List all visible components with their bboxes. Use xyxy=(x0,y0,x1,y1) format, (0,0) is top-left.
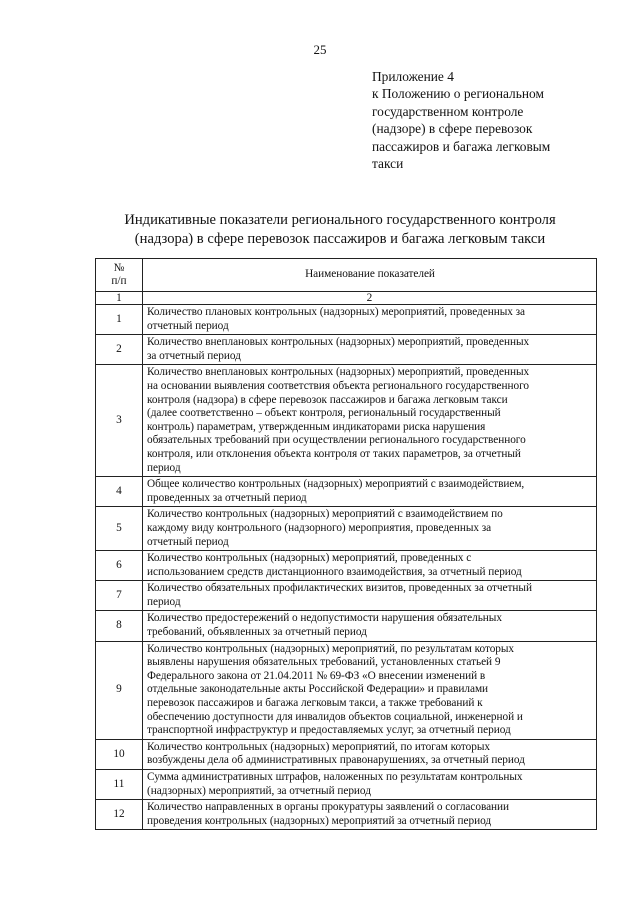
row-indicator-cell xyxy=(143,770,597,800)
index-name-cell: 2 xyxy=(143,292,597,305)
table-row xyxy=(96,611,597,641)
indicator-text-line: использованием средств дистанционного взаимодействия, за отчетный период xyxy=(147,565,522,578)
row-indicator-cell xyxy=(143,477,597,507)
indicator-text-line: за отчетный период xyxy=(147,349,241,362)
indicator-text-line: Количество контрольных (надзорных) мероприятий, по итогам которых xyxy=(147,740,490,753)
indicator-text-line: Количество контрольных (надзорных) мероприятий с взаимодействием по xyxy=(147,508,503,521)
indicator-text-line: выявлены нарушения обязательных требований, установленных статьей 9 xyxy=(147,656,501,669)
row-indicator-cell xyxy=(143,641,597,739)
table-row xyxy=(96,581,597,611)
appendix-line: к Положению о региональном xyxy=(372,86,544,102)
header-name-cell xyxy=(143,259,597,292)
indicator-text-line: перевозок пассажиров и багажа легковым такси, а также требований к xyxy=(147,697,483,710)
indicator-text-line: обеспечению доступности для инвалидов объектов социальной, инженерной и xyxy=(147,710,523,723)
table-row xyxy=(96,800,597,830)
indicator-text-line: проведенных за отчетный период xyxy=(147,491,307,504)
row-number-cell: 6 xyxy=(96,551,143,581)
indicator-text-line: Количество направленных в органы прокуратуры заявлений о согласовании xyxy=(147,801,510,814)
row-number-cell: 1 xyxy=(96,305,143,335)
indicator-text-line: Количество внеплановых контрольных (надзорных) мероприятий, проведенных xyxy=(147,366,530,379)
table-index-row xyxy=(96,292,597,305)
indicator-text-line: транспортной инфраструктур и предоставляемых услуг, за отчетный период xyxy=(147,724,511,737)
indicator-text-line: Сумма административных штрафов, наложенных по результатам контрольных xyxy=(147,771,523,783)
indicator-text-line: Количество предостережений о недопустимости нарушения обязательных xyxy=(147,612,502,625)
row-number-cell: 3 xyxy=(96,365,143,477)
indicator-text-line: Количество плановых контрольных (надзорных) мероприятий, проведенных за xyxy=(147,306,525,318)
indicator-text-line: Федерального закона от 21.04.2011 № 69-ФЗ «О внесении изменений в xyxy=(147,669,486,682)
table-row xyxy=(96,305,597,335)
row-indicator-cell xyxy=(143,800,597,830)
indicator-text-line: обязательных требований при осуществлении регионального государственного xyxy=(147,434,526,447)
indicator-text-line: отчетный период xyxy=(147,535,229,548)
indicator-text-line: Количество обязательных профилактических визитов, проведенных за отчетный xyxy=(147,582,532,595)
indicator-text-line: каждому виду контрольного (надзорного) мероприятия, проведенных за xyxy=(147,521,492,534)
indicator-text-line: (далее соответственно – объект контроля, региональный государственный xyxy=(147,407,501,420)
row-number-cell: 8 xyxy=(96,611,143,641)
indicator-text-line: проведения контрольных (надзорных) мероприятий за отчетный период xyxy=(147,814,492,827)
indicator-text-line: отдельные законодательные акты Российской Федерации» и правилами xyxy=(147,683,489,696)
appendix-line: такси xyxy=(372,156,404,172)
row-indicator-cell xyxy=(143,581,597,611)
index-number-cell: 1 xyxy=(96,292,143,305)
row-number-cell: 5 xyxy=(96,507,143,551)
header-number-cell xyxy=(96,259,143,292)
table-row xyxy=(96,770,597,800)
indicator-text-line: Общее количество контрольных (надзорных) мероприятий с взаимодействием, xyxy=(147,478,525,491)
indicator-text-line: период xyxy=(147,595,181,608)
row-number-cell: 12 xyxy=(96,800,143,830)
indicator-text-line: Количество контрольных (надзорных) мероприятий, по результатам которых xyxy=(147,642,515,655)
indicator-text-line: период xyxy=(147,461,181,474)
row-indicator-cell xyxy=(143,507,597,551)
indicator-text-line: возбуждены дела об административных правонарушениях, за отчетный период xyxy=(147,754,525,767)
indicator-text-line: отчетный период xyxy=(147,319,229,332)
table-body xyxy=(96,305,597,830)
header-number-label: № п/п xyxy=(111,262,127,287)
row-indicator-cell xyxy=(143,551,597,581)
table-row xyxy=(96,507,597,551)
row-number-cell: 7 xyxy=(96,581,143,611)
appendix-line: (надзоре) в сфере перевозок xyxy=(372,121,533,137)
table-row xyxy=(96,365,597,477)
indicator-text-line: контроля, или отклонения объекта контроля от таких параметров, за отчетный xyxy=(147,447,521,460)
table-header-row xyxy=(96,259,597,292)
indicators-table xyxy=(95,258,597,830)
title-line: Индикативные показатели регионального государственного контроля xyxy=(124,212,556,228)
indicator-text-line: контроля (надзора) в сфере перевозок пассажиров и багажа легковым такси xyxy=(147,393,508,406)
row-indicator-cell xyxy=(143,739,597,769)
row-indicator-cell xyxy=(143,365,597,477)
appendix-block xyxy=(372,68,622,172)
row-indicator-cell xyxy=(143,335,597,365)
row-indicator-cell xyxy=(143,611,597,641)
row-number-cell: 9 xyxy=(96,641,143,739)
header-name-label: Наименование показателей xyxy=(305,268,435,281)
row-number-cell: 4 xyxy=(96,477,143,507)
appendix-line: государственном контроле xyxy=(372,103,524,119)
table-row xyxy=(96,477,597,507)
table-row xyxy=(96,551,597,581)
indicator-text-line: Количество внеплановых контрольных (надзорных) мероприятий, проведенных xyxy=(147,336,530,349)
table-row xyxy=(96,641,597,739)
appendix-line: Приложение 4 xyxy=(372,69,454,84)
indicator-text-line: контроль) параметрам, утвержденным индикаторами риска нарушения xyxy=(147,420,486,433)
row-number-cell: 10 xyxy=(96,739,143,769)
title-line: (надзора) в сфере перевозок пассажиров и багажа легковым такси xyxy=(134,231,546,247)
table-row xyxy=(96,335,597,365)
indicator-text-line: (надзорных) мероприятий, за отчетный период xyxy=(147,784,371,797)
indicator-text-line: требований, объявленных за отчетный период xyxy=(147,626,367,639)
indicator-text-line: на основании выявления соответствия объекта регионального государственного xyxy=(147,379,530,392)
row-number-cell: 2 xyxy=(96,335,143,365)
row-number-cell: 11 xyxy=(96,770,143,800)
document-title xyxy=(60,211,620,249)
page-number: 25 xyxy=(313,42,327,57)
row-indicator-cell xyxy=(143,305,597,335)
appendix-line: пассажиров и багажа легковым xyxy=(372,138,551,154)
indicator-text-line: Количество контрольных (надзорных) мероприятий, проведенных с xyxy=(147,552,472,565)
table-row xyxy=(96,739,597,769)
